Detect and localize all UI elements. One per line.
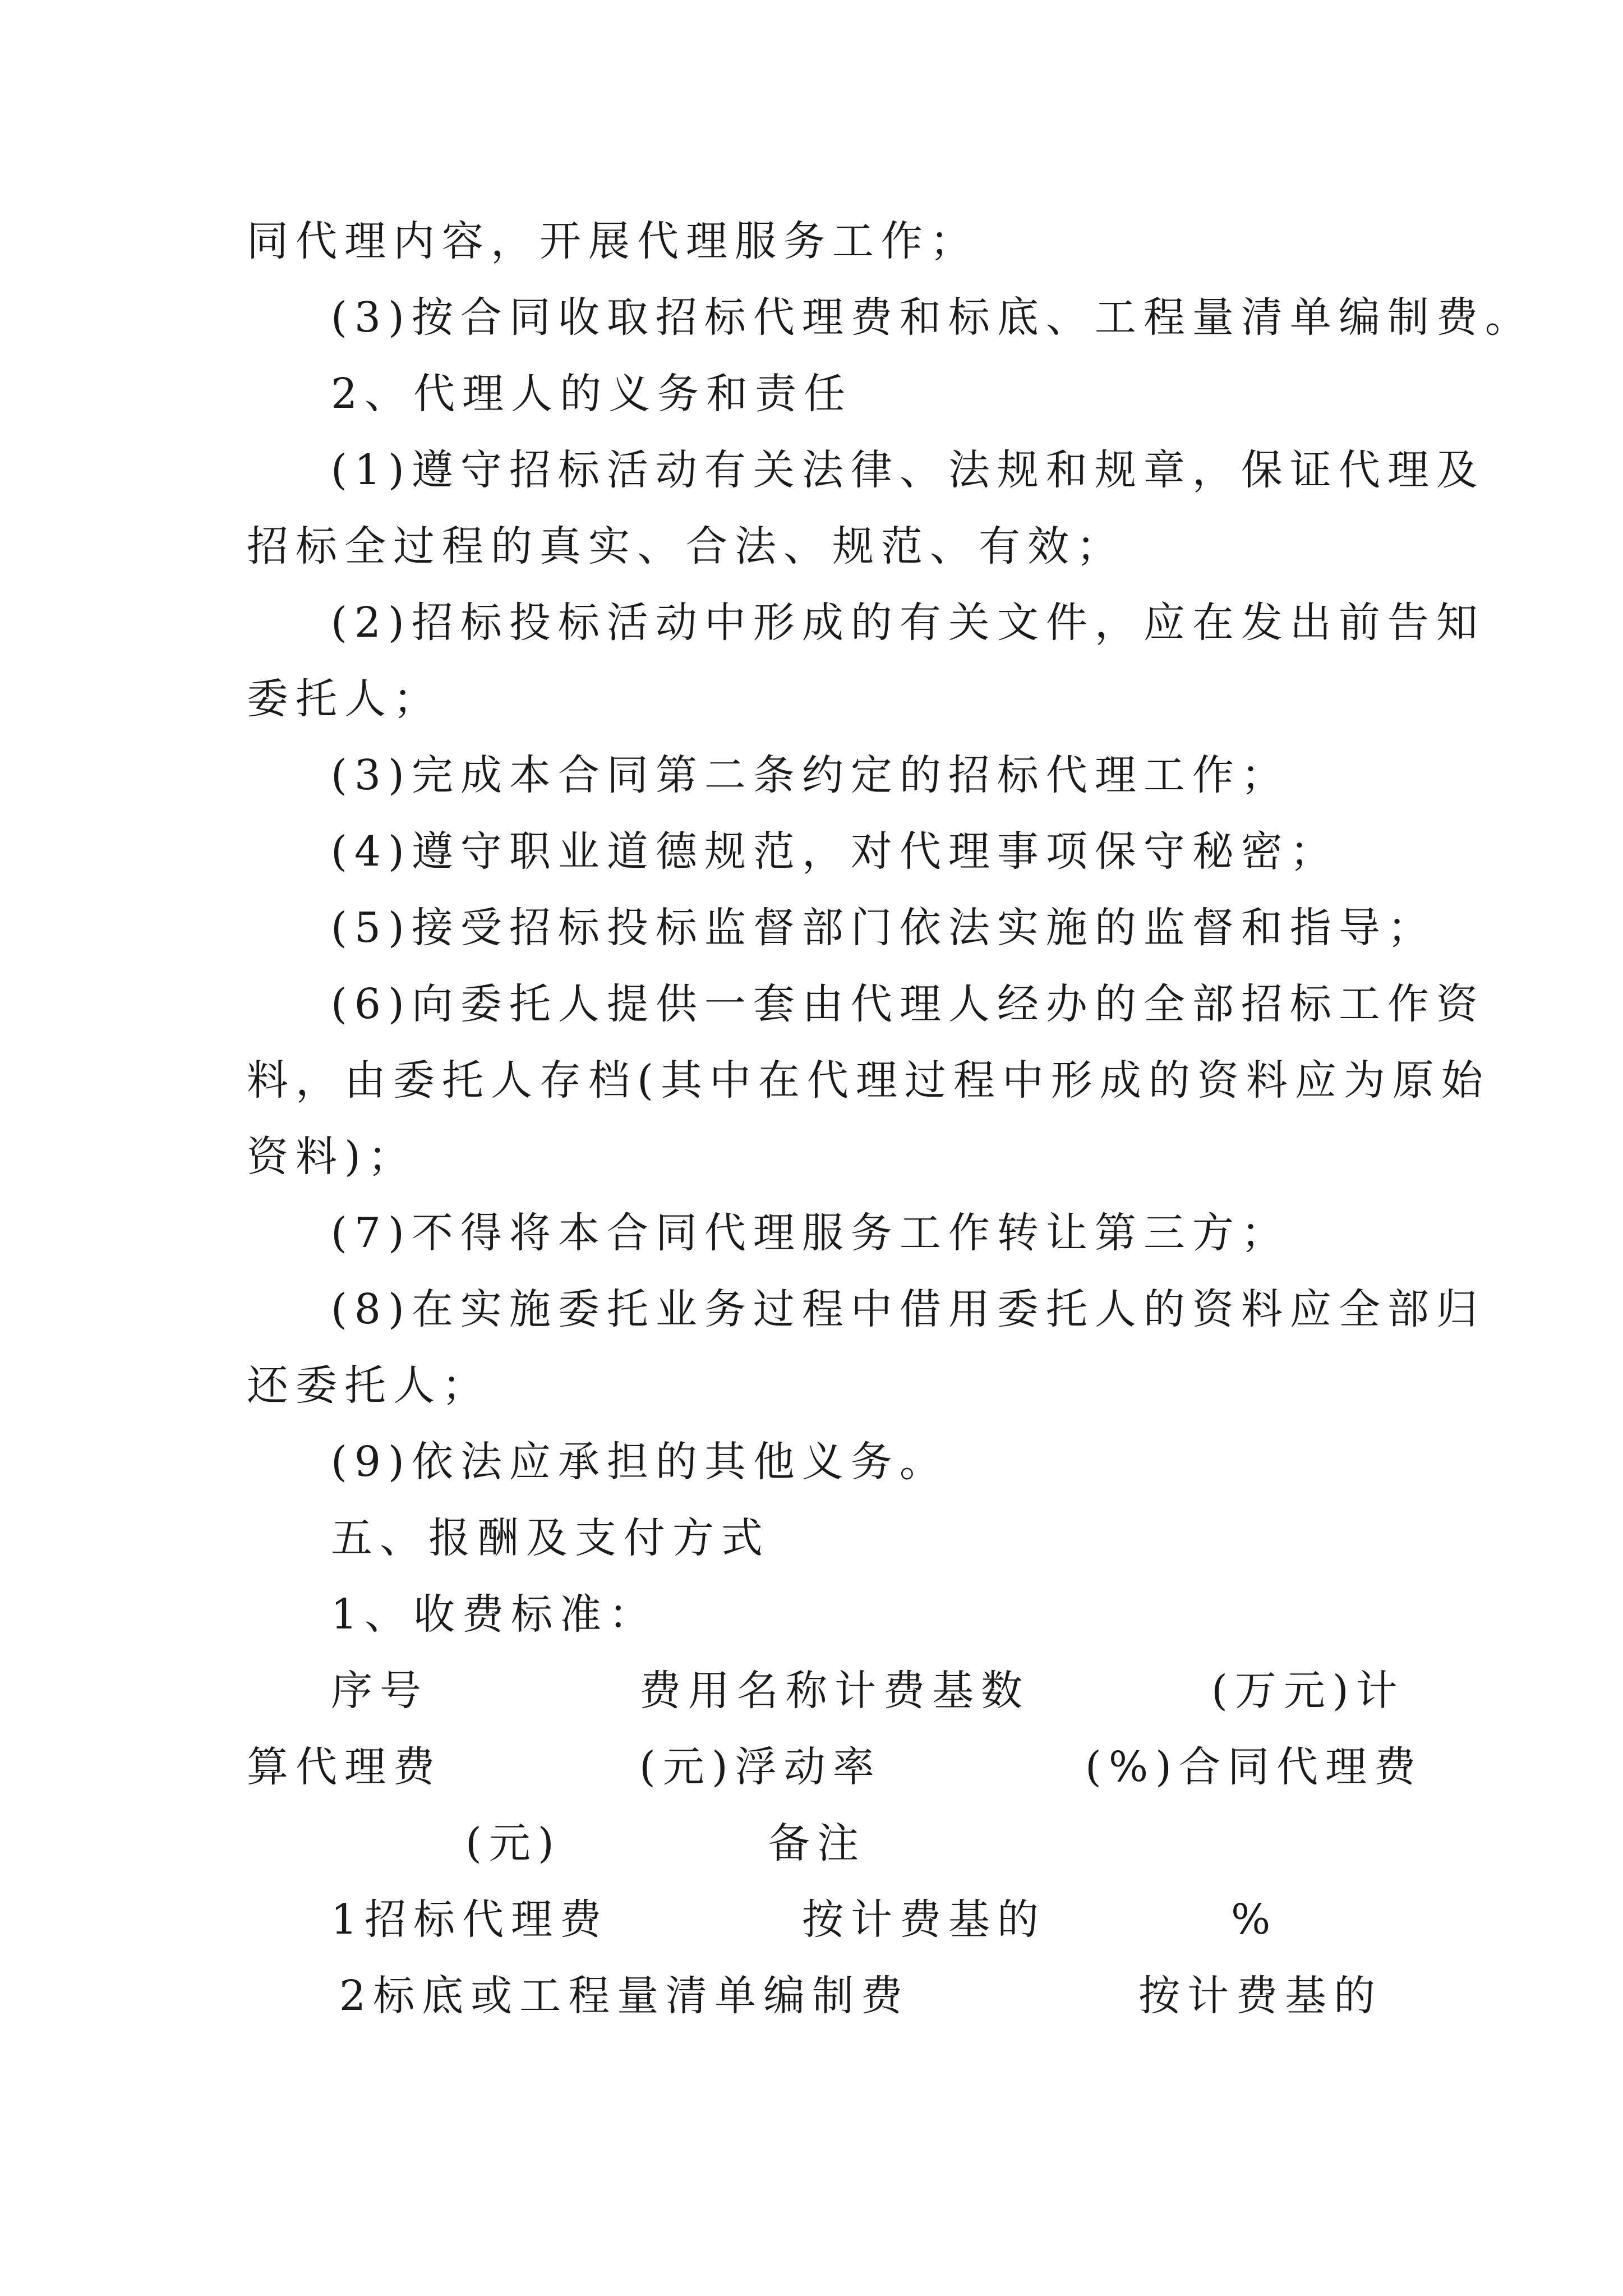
text-line (0, 1504, 1623, 1572)
text-line (0, 208, 1623, 275)
text-line (0, 1352, 1623, 1419)
line-text: (1)遵守招标活动有关法律、法规和规章，保证代理及 (331, 446, 1485, 494)
fee-table-cell: 费用名称计费基数 (639, 1667, 1030, 1715)
fee-table-cell: % (1231, 1895, 1278, 1944)
line-text: 2、代理人的义务和责任 (331, 370, 853, 418)
line-text: 资料)； (247, 1133, 417, 1181)
fee-table-cell: (万元)计 (1211, 1667, 1405, 1715)
fee-table-cell: (元)浮动率 (639, 1743, 882, 1791)
line-text: 1、收费标准： (331, 1590, 658, 1639)
fee-table-row (0, 1657, 1623, 1724)
fee-table-row (0, 1733, 1623, 1801)
line-text: (6)向委托人提供一套由代理人经办的全部招标工作资 (331, 980, 1485, 1028)
fee-table-cell: 序号 (331, 1667, 428, 1715)
line-text: 料，由委托人存档(其中在代理过程中形成的资料应为原始 (247, 1056, 1490, 1105)
fee-table-cell: (元) (465, 1819, 561, 1867)
text-line (0, 665, 1623, 733)
text-line (0, 1199, 1623, 1267)
fee-table-cell: 1招标代理费 (331, 1895, 609, 1944)
fee-table-cell: 按计费基的 (802, 1895, 1046, 1944)
line-text: 委托人； (247, 675, 442, 723)
fee-table-row (0, 1886, 1623, 1953)
text-line (0, 284, 1623, 351)
text-line (0, 360, 1623, 427)
fee-table-cell: (%)合同代理费 (1085, 1743, 1423, 1791)
fee-table-cell: 2标底或工程量清单编制费 (339, 1972, 910, 2020)
line-text: (5)接受招标投标监督部门依法实施的监督和指导； (331, 904, 1436, 952)
line-text: (4)遵守职业道德规范，对代理事项保守秘密； (331, 827, 1339, 876)
text-line (0, 589, 1623, 656)
fee-table-cell: 按计费基的 (1138, 1972, 1382, 2020)
line-text: 还委托人； (247, 1361, 491, 1410)
text-line (0, 513, 1623, 580)
text-line (0, 1276, 1623, 1343)
line-text: (8)在实施委托业务过程中借用委托人的资料应全部归 (331, 1285, 1485, 1333)
line-text: (7)不得将本合同代理服务工作转让第三方； (331, 1209, 1290, 1257)
line-text: (9)依法应承担的其他义务。 (331, 1438, 948, 1486)
text-line (0, 742, 1623, 809)
text-line (0, 1581, 1623, 1648)
text-line (0, 894, 1623, 961)
text-line (0, 1428, 1623, 1496)
text-line (0, 1123, 1623, 1190)
fee-table-row (0, 1810, 1623, 1877)
text-line (0, 436, 1623, 504)
line-text: 同代理内容，开展代理服务工作； (247, 217, 979, 265)
line-text: 五、报酬及支付方式 (331, 1514, 770, 1562)
line-text: (2)招标投标活动中形成的有关文件，应在发出前告知 (331, 599, 1485, 647)
line-text: (3)按合同收取招标代理费和标底、工程量清单编制费。 (331, 293, 1534, 342)
text-line (0, 818, 1623, 885)
line-text: 招标全过程的真实、合法、规范、有效； (247, 522, 1125, 570)
text-line (0, 970, 1623, 1038)
fee-table-cell: 算代理费 (247, 1743, 442, 1791)
fee-table-cell: 备注 (768, 1819, 866, 1867)
text-line (0, 1047, 1623, 1114)
fee-table-row (0, 1962, 1623, 2030)
line-text: (3)完成本合同第二条约定的招标代理工作； (331, 751, 1290, 799)
